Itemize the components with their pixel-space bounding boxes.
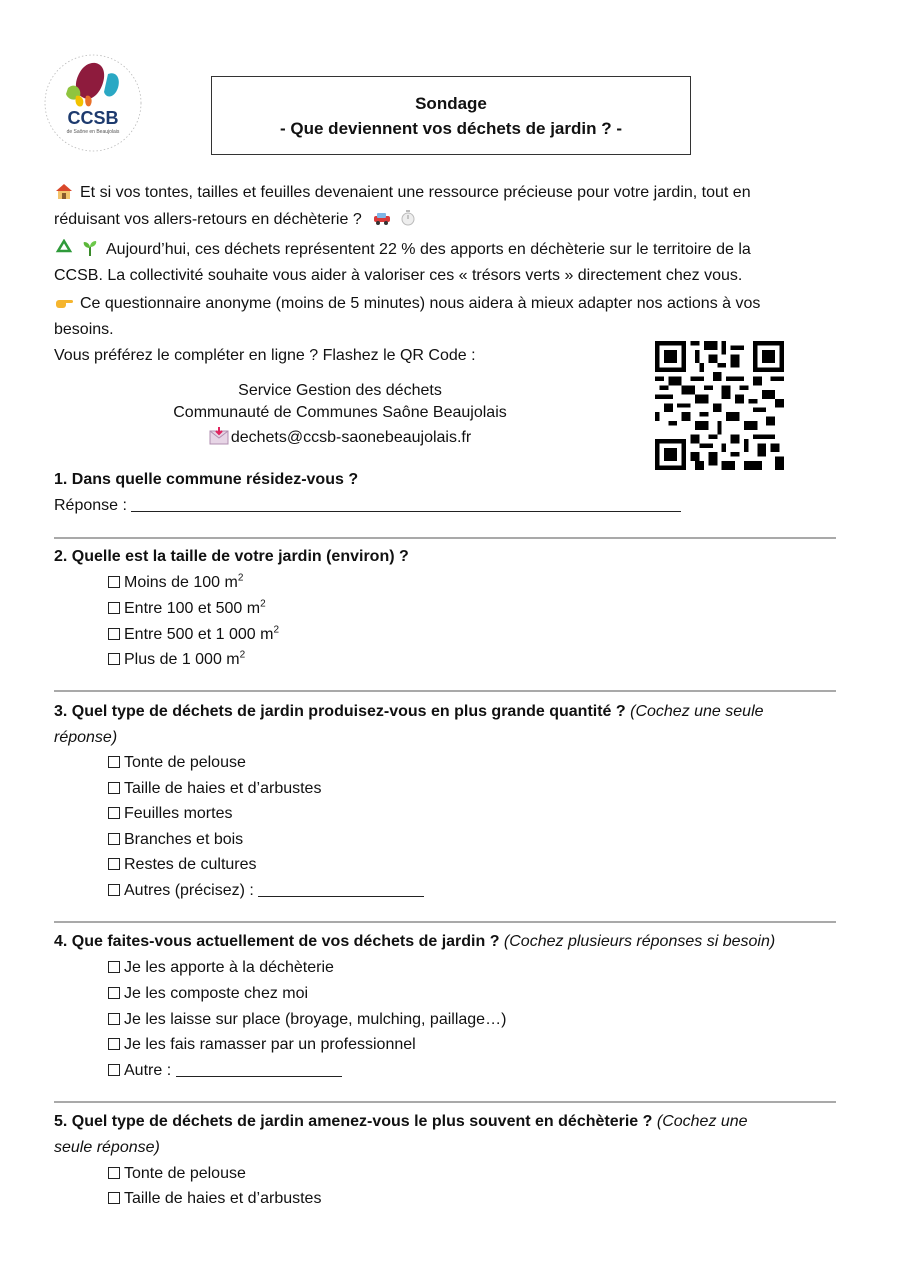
option-checkbox[interactable]: Je les apporte à la déchèterie bbox=[108, 955, 334, 981]
option-checkbox[interactable]: Je les composte chez moi bbox=[108, 981, 308, 1007]
checkbox[interactable] bbox=[108, 961, 120, 973]
logo-acronym: CCSB bbox=[67, 108, 119, 128]
option-checkbox[interactable]: Je les laisse sur place (broyage, mulching, paillage…) bbox=[108, 1007, 506, 1033]
checkbox[interactable] bbox=[108, 807, 120, 819]
option-checkbox[interactable]: Entre 100 et 500 $m^2$ bbox=[108, 596, 266, 622]
contact-org: Communauté de Communes Saône Beaujolais bbox=[173, 404, 507, 421]
option-checkbox[interactable]: Tonte de pelouse bbox=[108, 750, 246, 776]
page-subtitle: - Que deviennent vos déchets de jardin ? - bbox=[280, 118, 622, 138]
checkbox[interactable] bbox=[108, 1192, 120, 1204]
intro-line-2: réduisant vos allers-retours en déchèterie ? bbox=[54, 207, 846, 233]
option-checkbox[interactable]: Restes de cultures bbox=[108, 852, 257, 878]
checkbox[interactable] bbox=[108, 782, 120, 794]
intro-line-3: Aujourd’hui, ces déchets représentent 22 % des apports en déchèterie sur le territoire de la bbox=[54, 237, 846, 263]
intro-line-6: besoins. bbox=[54, 321, 114, 338]
intro-line-4: CCSB. La collectivité souhaite vous aider à valoriser ces « trésors verts » directement chez vous. bbox=[54, 267, 743, 284]
question-3-note: réponse) bbox=[54, 729, 118, 746]
option-checkbox[interactable]: Plus de 1 000 $m^2$ bbox=[108, 647, 245, 673]
answer-field[interactable] bbox=[131, 495, 681, 512]
checkbox[interactable] bbox=[108, 653, 120, 665]
intro-line-5: Ce questionnaire anonyme (moins de 5 minutes) nous aidera à mieux adapter nos actions à vos bbox=[54, 291, 846, 317]
option-checkbox[interactable]: Entre 500 et 1 000 $m^2$ bbox=[108, 622, 279, 648]
checkbox[interactable] bbox=[108, 1013, 120, 1025]
checkbox[interactable] bbox=[108, 833, 120, 845]
option-checkbox[interactable]: Tonte de pelouse bbox=[108, 1161, 246, 1187]
qr-prompt: Vous préférez le compléter en ligne ? Flashez le QR Code : bbox=[54, 347, 476, 364]
page-title: Sondage bbox=[415, 93, 487, 113]
divider bbox=[54, 690, 836, 692]
ccsb-logo bbox=[40, 52, 146, 154]
house-icon bbox=[54, 182, 74, 200]
option-checkbox[interactable]: Branches et bois bbox=[108, 827, 243, 853]
checkbox[interactable] bbox=[108, 628, 120, 640]
option-checkbox[interactable]: Autres (précisez) : bbox=[108, 878, 424, 904]
question-4-title: 4. Que faites-vous actuellement de vos déchets de jardin ? (Cochez plusieurs réponses si besoin) bbox=[54, 933, 776, 950]
contact-email-row bbox=[140, 427, 540, 449]
other-field[interactable] bbox=[258, 880, 424, 897]
other-field[interactable] bbox=[176, 1060, 342, 1077]
divider bbox=[54, 1101, 836, 1103]
intro-line-1: Et si vos tontes, tailles et feuilles devenaient une ressource précieuse pour votre jardin, tout en bbox=[54, 180, 846, 206]
logo-tagline: de Saône en Beaujolais bbox=[66, 129, 120, 135]
envelope-icon bbox=[209, 427, 229, 445]
title-box bbox=[211, 76, 691, 155]
question-2-title: 2. Quelle est la taille de votre jardin (environ) ? bbox=[54, 548, 409, 565]
divider bbox=[54, 537, 836, 539]
option-checkbox[interactable]: Moins de 100 $m^2$ bbox=[108, 570, 243, 596]
question-1-title: 1. Dans quelle commune résidez-vous ? bbox=[54, 471, 359, 488]
option-checkbox[interactable]: Taille de haies et d’arbustes bbox=[108, 1186, 321, 1212]
contact-email[interactable]: dechets@ccsb-saonebeaujolais.fr bbox=[230, 429, 472, 446]
checkbox[interactable] bbox=[108, 576, 120, 588]
car-icon bbox=[372, 209, 392, 227]
option-checkbox[interactable]: Taille de haies et d’arbustes bbox=[108, 776, 321, 802]
recycle-icon bbox=[54, 239, 74, 257]
checkbox[interactable] bbox=[108, 1167, 120, 1179]
checkbox[interactable] bbox=[108, 602, 120, 614]
option-checkbox[interactable]: Autre : bbox=[108, 1058, 342, 1084]
pointing-hand-icon bbox=[54, 293, 74, 311]
option-checkbox[interactable]: Feuilles mortes bbox=[108, 801, 232, 827]
seedling-icon bbox=[80, 239, 100, 257]
checkbox[interactable] bbox=[108, 987, 120, 999]
question-5-note: seule réponse) bbox=[54, 1139, 160, 1156]
option-checkbox[interactable]: Je les fais ramasser par un professionnel bbox=[108, 1032, 416, 1058]
checkbox[interactable] bbox=[108, 1038, 120, 1050]
divider bbox=[54, 921, 836, 923]
question-1-answer: Réponse : bbox=[54, 493, 846, 519]
contact-service: Service Gestion des déchets bbox=[238, 382, 442, 399]
checkbox[interactable] bbox=[108, 1064, 120, 1076]
question-5-title: 5. Quel type de déchets de jardin amenez-vous le plus souvent en déchèterie ? (Cochez une bbox=[54, 1113, 748, 1130]
question-3-title: 3. Quel type de déchets de jardin produisez-vous en plus grande quantité ? (Cochez une seule bbox=[54, 703, 764, 720]
checkbox[interactable] bbox=[108, 756, 120, 768]
checkbox[interactable] bbox=[108, 858, 120, 870]
qr-code[interactable] bbox=[655, 341, 784, 470]
checkbox[interactable] bbox=[108, 884, 120, 896]
stopwatch-icon bbox=[398, 209, 418, 227]
